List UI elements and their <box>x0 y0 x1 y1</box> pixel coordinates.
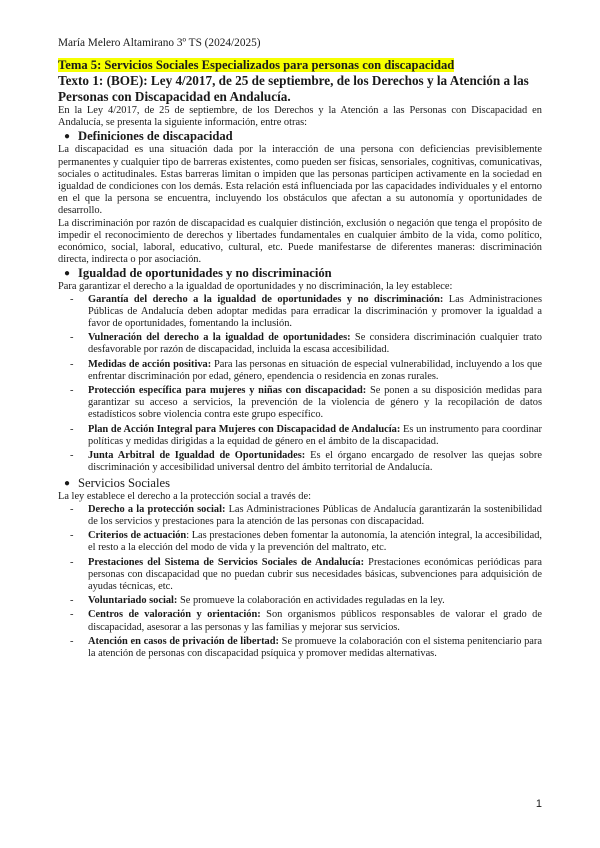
intro-paragraph: En la Ley 4/2017, de 25 de septiembre, de los Derechos y la Atención a las Personas con Discapacidad en Andalucía, se presenta la siguiente información, entre otras: <box>58 105 542 129</box>
author-header: María Melero Altamirano 3º TS (2024/2025) <box>58 37 261 49</box>
list-item-text: : Las prestaciones deben fomentar la autonomía, la atención integral, la accesibilidad, el resto a la elección del modo de vida y la prevención del maltrato, etc. <box>88 530 542 554</box>
dash-icon: - <box>70 358 74 370</box>
section-heading-label: Igualdad de oportunidades y no discriminación <box>78 266 332 281</box>
social-services-intro: La ley establece el derecho a la protección social a través de: <box>58 491 311 503</box>
list-item-term: Protección específica para mujeres y niñas con discapacidad: <box>88 385 367 397</box>
topic-title: Tema 5: Servicios Sociales Especializados para personas con discapacidad <box>58 58 455 72</box>
section-heading-label: Definiciones de discapacidad <box>78 129 233 144</box>
dash-icon: - <box>70 556 74 568</box>
dash-icon: - <box>70 635 74 647</box>
dash-icon: - <box>70 609 74 621</box>
list-item-text: Se promueve la colaboración con el sistema penitenciario para la atención de personas con discapacidad psíquica y promover medidas alternativas. <box>88 635 542 659</box>
dash-icon: - <box>70 595 74 607</box>
dash-icon: - <box>70 385 74 397</box>
list-item-term: Derecho a la protección social: <box>88 503 226 515</box>
section-heading-equality <box>58 266 542 281</box>
list-item-term: Voluntariado social: <box>88 595 178 607</box>
list-item-term: Plan de Acción Integral para Mujeres con Discapacidad de Andalucía: <box>88 423 401 435</box>
list-item-text: Prestaciones económicas periódicas para personas con discapacidad que no puedan cubrir sus necesidades básicas, subvenciones para adquisición de ayudas técnicas, etc. <box>88 556 543 592</box>
list-item <box>70 635 542 660</box>
section-heading-social-services <box>58 476 542 491</box>
list-item-term: Medidas de acción positiva: <box>88 358 212 370</box>
list-item <box>70 450 542 474</box>
dash-icon: - <box>70 530 74 542</box>
list-item <box>70 530 542 554</box>
list-item-term: Vulneración del derecho a la igualdad de oportunidades: <box>88 332 351 344</box>
list-item-text: Son organismos públicos responsables de valorar el grado de discapacidad, asesorar a las personas y las familias y mejorar sus servicios. <box>88 609 542 633</box>
list-item-text: Las Administraciones Públicas de Andalucía garantizarán la sostenibilidad de los servicios y prestaciones para la atención de las personas con discapacidad. <box>88 503 542 527</box>
document-page <box>58 36 542 662</box>
equality-intro: Para garantizar el derecho a la igualdad de oportunidades y no discriminación, la ley establece: <box>58 281 453 293</box>
list-item-term: Criterios de actuación <box>88 530 187 542</box>
bullet-icon: ● <box>64 268 71 280</box>
list-item <box>70 595 542 607</box>
list-item <box>70 423 542 448</box>
list-item-term: Garantía del derecho a la igualdad de oportunidades y no discriminación: <box>88 293 444 305</box>
list-item-text: Las Administraciones Públicas de Andalucía deben adoptar medidas para erradicar la discriminación y promover la igualdad a favor de oportunidades, fomentando la inclusión. <box>88 293 542 330</box>
list-item-text: Es el órgano encargado de resolver las quejas sobre discriminación y accesibilidad universal dentro del ámbito territorial de Andalucía. <box>88 450 542 474</box>
list-item-term: Centros de valoración y orientación: <box>88 609 261 621</box>
list-item-text: Se promueve la colaboración en actividades reguladas en la ley. <box>177 595 445 607</box>
list-item-term: Prestaciones del Sistema de Servicios Sociales de Andalucía: <box>88 556 365 568</box>
dash-icon: - <box>70 503 74 515</box>
list-item <box>70 385 542 422</box>
section-heading-definitions <box>58 129 542 144</box>
topic-line <box>58 57 542 73</box>
text-title: Texto 1: (BOE): Ley 4/2017, de 25 de septiembre, de los Derechos y la Atención a las Personas con Discapacidad en Andalucía. <box>58 73 529 104</box>
dash-icon: - <box>70 293 74 305</box>
list-item <box>70 556 543 594</box>
list-item-text: Se ponen a su disposición medidas para garantizar su acceso a servicios, la prevención de la violencia de género y la recopilación de datos estadísticos sobre violencia contra este grupo específico. <box>88 385 542 421</box>
list-item <box>70 293 542 331</box>
bullet-icon: ● <box>64 131 71 143</box>
social-services-list <box>58 504 542 660</box>
bullet-icon: ● <box>64 478 71 490</box>
section-heading-label: Servicios Sociales <box>78 476 170 491</box>
dash-icon: - <box>70 450 74 462</box>
list-item-text: Es un instrumento para coordinar políticas y medidas dirigidas a la equidad de género en el ámbito de la discapacidad. <box>88 423 542 447</box>
list-item-term: Junta Arbitral de Igualdad de Oportunidades: <box>88 450 306 462</box>
list-item-text: Para las personas en situación de especial vulnerabilidad, incluyendo a los que enfrentar discriminación por edad, género, ependencia o residencia en zonas rurales. <box>88 358 542 382</box>
dash-icon: - <box>70 332 74 344</box>
list-item <box>70 358 542 383</box>
list-item <box>70 503 542 528</box>
page-number: 1 <box>535 798 542 810</box>
list-item <box>70 332 542 356</box>
dash-icon: - <box>70 423 74 435</box>
list-item <box>70 609 542 633</box>
equality-list <box>58 294 542 475</box>
definitions-paragraph-2: La discriminación por razón de discapacidad es cualquier distinción, exclusión o negación que tenga el propósito de impedir el reconocimiento de derechos y libertades fundamentales en cualquier ámbito de la vida, como político, económico, social, laboral, educativo, cultural, etc. Puede manifestarse de diferentes maneras: discriminación directa, indirecta o por asociación. <box>58 217 542 266</box>
definitions-paragraph-1: La discapacidad es una situación dada por la interacción de una persona con deficiencias previsiblemente permanentes y cualquier tipo de barreras existentes, como pueden ser físicas, sensoriales, cognitivas, comunicativas, sociales o actitudinales. Estas barreras limitan o impiden que las personas participen activamente en la sociedad en igualdad de condiciones con los demás. Esta relación está influenciada por las capacidades individuales y el entorno en el que la persona se encuentra, incluyendo los obstáculos que afectan a su autonomía y oportunidades de desarrollo. <box>58 144 542 217</box>
list-item-term: Atención en casos de privación de libertad: <box>88 635 279 647</box>
list-item-text: Se considera discriminación cualquier trato desfavorable por razón de discapacidad, incluida la escasa accesibilidad. <box>88 332 542 356</box>
